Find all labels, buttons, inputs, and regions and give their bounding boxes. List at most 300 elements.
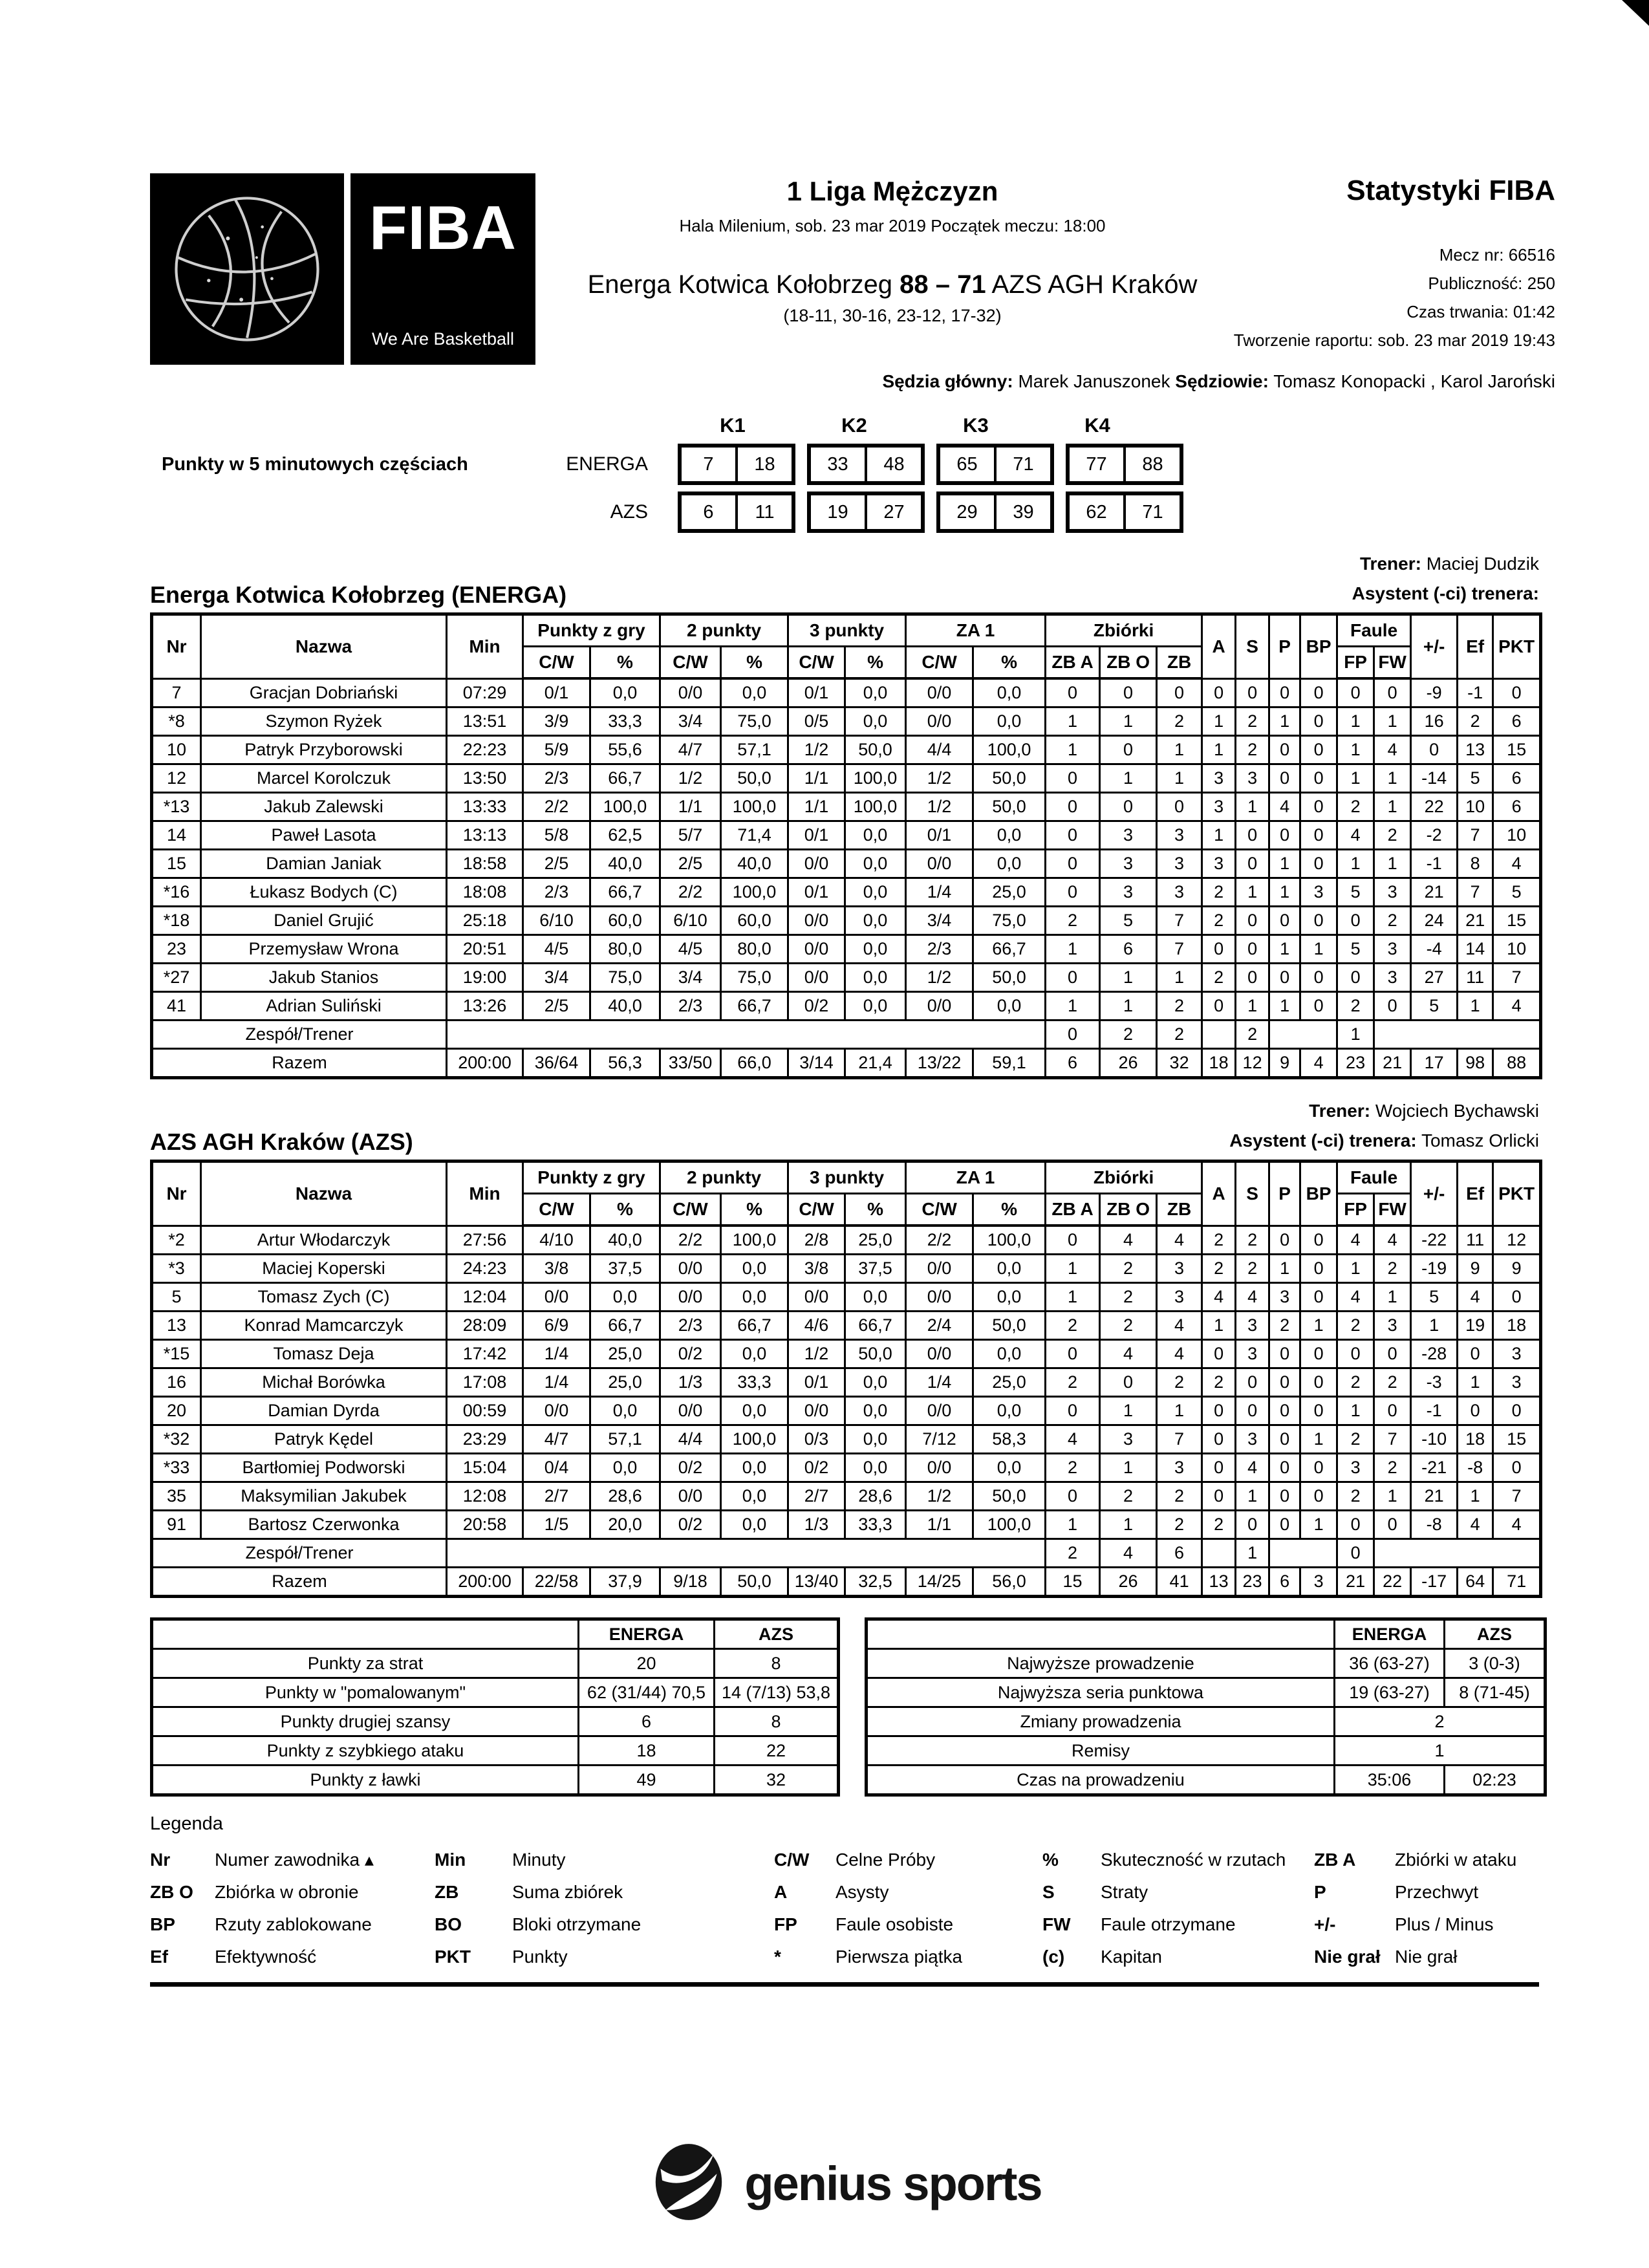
row-label: Zespół/Trener: [152, 1539, 447, 1568]
stat-value: 0: [1202, 1340, 1236, 1368]
summary-head-energa: ENERGA: [579, 1619, 715, 1649]
player-name: Szymon Ryżek: [201, 707, 447, 736]
group-field-goals: Punkty z gry: [523, 1161, 660, 1194]
stat-value: 0: [1046, 764, 1100, 793]
col-blocks: BP: [1300, 1161, 1337, 1226]
stat-value: 2: [1236, 707, 1269, 736]
stat-value: 4: [1493, 850, 1541, 878]
stat-value: 3: [1236, 764, 1269, 793]
stat-value: 0: [1300, 764, 1337, 793]
stat-value: 0: [1236, 1397, 1269, 1425]
stat-value: 2: [1100, 1283, 1157, 1312]
player-row: [152, 1312, 1541, 1340]
summary-value-energa: 35:06: [1335, 1766, 1445, 1795]
stat-value: 1: [1269, 850, 1300, 878]
stat-value: 20,0: [590, 1511, 660, 1539]
legend-abbr: PKT: [435, 1947, 471, 1967]
total-value: 4: [1300, 1049, 1337, 1078]
stat-value: 2/7: [788, 1482, 845, 1511]
legend-desc: Suma zbiórek: [512, 1882, 623, 1902]
stat-value: 0,0: [973, 1397, 1046, 1425]
player-name: Konrad Mamcarczyk: [201, 1312, 447, 1340]
summary-row: [152, 1766, 839, 1795]
stat-value: 28,6: [590, 1482, 660, 1511]
legend-column: [150, 1844, 435, 1973]
summary-value-energa: 62 (31/44) 70,5: [579, 1678, 715, 1707]
stat-value: 1/2: [906, 1482, 973, 1511]
stat-value: 0: [1269, 1511, 1300, 1539]
stat-value: 0: [1337, 1340, 1374, 1368]
stat-value: 0: [1100, 678, 1157, 707]
stat-value: 3: [1374, 935, 1411, 964]
total-value: 22/58: [523, 1568, 590, 1597]
player-name: Damian Dyrda: [201, 1397, 447, 1425]
total-value: 32,5: [845, 1568, 906, 1597]
stat-value: 1: [1374, 764, 1411, 793]
row-label: Zespół/Trener: [152, 1021, 447, 1049]
stat-value: 0/2: [788, 992, 845, 1021]
stat-value: 0,0: [845, 1454, 906, 1482]
minutes: 13:51: [447, 707, 523, 736]
player-name: Bartosz Czerwonka: [201, 1511, 447, 1539]
stat-value: 1: [1100, 764, 1157, 793]
stat-value: 2: [1157, 707, 1202, 736]
referees-label: Sędziowie:: [1175, 371, 1269, 391]
total-value: 15: [1046, 1568, 1100, 1597]
stat-value: 0/0: [906, 1454, 973, 1482]
stat-value: 1: [1236, 793, 1269, 821]
stat-value: 0: [1157, 793, 1202, 821]
stat-value: 4: [1202, 1283, 1236, 1312]
summary-label: Punkty drugiej szansy: [152, 1707, 579, 1736]
stat-value: 3: [1157, 1255, 1202, 1283]
stat-value: 0: [1269, 821, 1300, 850]
stat-value: 3: [1300, 878, 1337, 907]
stat-value: 1: [1046, 736, 1100, 764]
stat-value: 58,3: [973, 1425, 1046, 1454]
total-value: 88: [1493, 1049, 1541, 1078]
col-fouls-personal: FP: [1337, 647, 1374, 679]
stat-value: 0: [1269, 1226, 1300, 1255]
quarter-score-box: [1066, 444, 1183, 485]
stat-value: 10: [1458, 793, 1493, 821]
total-value: 21,4: [845, 1049, 906, 1078]
stat-value: 0/5: [788, 707, 845, 736]
stat-value: 66,7: [973, 935, 1046, 964]
summary-value-azs: 8: [715, 1649, 839, 1678]
coach-line: [1229, 1096, 1539, 1126]
stat-value: 0/0: [523, 1283, 590, 1312]
stat-value: 7/12: [906, 1425, 973, 1454]
legend-item: [435, 1844, 774, 1876]
col-steals: P: [1269, 1161, 1300, 1226]
stat-value: 0,0: [973, 992, 1046, 1021]
stat-value: 0: [1269, 964, 1300, 992]
col-cw: C/W: [660, 1194, 721, 1226]
summary-value-azs: 14 (7/13) 53,8: [715, 1678, 839, 1707]
stat-value: 3: [1100, 850, 1157, 878]
stat-value: 2: [1374, 1454, 1411, 1482]
stat-value: 2: [1157, 1368, 1202, 1397]
legend-desc: Zbiórka w obronie: [215, 1882, 359, 1902]
stat-value: 0,0: [845, 1283, 906, 1312]
stat-value: 11: [1458, 964, 1493, 992]
stat-value: 50,0: [845, 1340, 906, 1368]
minutes: 24:23: [447, 1255, 523, 1283]
summary-label: Punkty z ławki: [152, 1766, 579, 1795]
match-info-block: [1234, 241, 1555, 354]
stat-value: 1/4: [523, 1340, 590, 1368]
stat-value: 0: [1100, 793, 1157, 821]
stat-value: 0/0: [788, 935, 845, 964]
group-2pt: 2 punkty: [660, 1161, 788, 1194]
stat-value: 2/2: [660, 878, 721, 907]
stat-value: -8: [1458, 1454, 1493, 1482]
basketball-logo-icon: [150, 173, 344, 365]
stat-value: 4: [1157, 1226, 1202, 1255]
stat-value: 2: [1202, 878, 1236, 907]
stat-value: 4: [1337, 1283, 1374, 1312]
col-steals: P: [1269, 614, 1300, 679]
stat-value: 5/9: [523, 736, 590, 764]
stat-value: 0: [1269, 1340, 1300, 1368]
stat-value: 2/3: [523, 764, 590, 793]
stat-value: 1: [1337, 1255, 1374, 1283]
stat-value: 0/0: [906, 707, 973, 736]
period-label: K4: [1084, 414, 1110, 437]
stat-value: 25,0: [590, 1340, 660, 1368]
stat-value: 1: [1337, 764, 1374, 793]
report-created: [1234, 326, 1555, 354]
quarter-score-value: 48: [865, 448, 921, 481]
legend-desc: Straty: [1101, 1882, 1148, 1902]
total-value: 3: [1300, 1568, 1337, 1597]
summary-row: [152, 1707, 839, 1736]
stat-value: 0/0: [788, 1283, 845, 1312]
fiba-wordmark: [350, 173, 535, 365]
stat-value: 0,0: [721, 1340, 788, 1368]
stat-value: 1: [1046, 1255, 1100, 1283]
stat-value: 4: [1493, 992, 1541, 1021]
stat-value: 2/5: [523, 992, 590, 1021]
quarter-score-value: 77: [1086, 453, 1107, 475]
stat-value: 0,0: [721, 1397, 788, 1425]
totals-row: [152, 1568, 1541, 1597]
total-value: 200:00: [447, 1568, 523, 1597]
stat-value: 2/4: [906, 1312, 973, 1340]
minutes: 22:23: [447, 736, 523, 764]
col-nr: Nr: [152, 614, 201, 679]
stat-value: 3: [1337, 1454, 1374, 1482]
stat-value: 0: [1157, 678, 1202, 707]
stat-value: 4: [1269, 793, 1300, 821]
stat-value: 5: [1337, 878, 1374, 907]
col-plusminus: +/-: [1411, 1161, 1458, 1226]
empty-cell: [447, 1021, 1046, 1049]
stat-value: 0,0: [590, 1397, 660, 1425]
stat-value: 10: [1493, 821, 1541, 850]
stat-value: 0,0: [845, 935, 906, 964]
empty-head: [867, 1619, 1335, 1649]
period-label: K3: [963, 414, 989, 437]
col-assists: A: [1202, 614, 1236, 679]
stat-value: 3/8: [788, 1255, 845, 1283]
quarter-score-value: 71: [1123, 495, 1180, 529]
stat-value: 21: [1458, 907, 1493, 935]
away-team-name: AZS AGH Kraków: [991, 270, 1198, 299]
stat-value: 4/5: [523, 935, 590, 964]
total-value: 22: [1374, 1568, 1411, 1597]
stat-value: 1/5: [523, 1511, 590, 1539]
stat-value: 0/0: [660, 1397, 721, 1425]
col-cw: C/W: [660, 647, 721, 679]
stat-value: 1/4: [906, 878, 973, 907]
stat-value: 3: [1374, 1312, 1411, 1340]
minutes: 23:29: [447, 1425, 523, 1454]
fiba-word: FIBA: [369, 193, 517, 263]
stat-value: 0/2: [660, 1511, 721, 1539]
coach-block: [1352, 549, 1539, 609]
stat-value: 1: [1337, 707, 1374, 736]
stat-value: 5: [1458, 764, 1493, 793]
player-name: Maksymilian Jakubek: [201, 1482, 447, 1511]
stat-value: 0/0: [906, 1255, 973, 1283]
stat-value: 1: [1100, 1397, 1157, 1425]
stat-value: 2: [1157, 1021, 1202, 1049]
stat-value: 0: [1300, 1454, 1337, 1482]
legend-item: [435, 1876, 774, 1908]
attendance-value: 250: [1527, 274, 1555, 293]
total-value: 17: [1411, 1049, 1458, 1078]
stat-value: 50,0: [721, 764, 788, 793]
stat-value: 0/0: [906, 1340, 973, 1368]
stat-value: 0,0: [590, 678, 660, 707]
stat-value: 25,0: [845, 1226, 906, 1255]
stat-value: 0: [1236, 850, 1269, 878]
stat-value: 1: [1411, 1312, 1458, 1340]
stat-value: -1: [1458, 678, 1493, 707]
player-name: Patryk Kędel: [201, 1425, 447, 1454]
col-plusminus: +/-: [1411, 614, 1458, 679]
col-cw: C/W: [906, 1194, 973, 1226]
stat-value: 6/10: [660, 907, 721, 935]
legend-item: [1314, 1844, 1534, 1876]
stat-value: -14: [1411, 764, 1458, 793]
total-value: 26: [1100, 1568, 1157, 1597]
stat-value: -19: [1411, 1255, 1458, 1283]
minutes: 25:18: [447, 907, 523, 935]
stat-value: 1: [1202, 1312, 1236, 1340]
stat-value: 2: [1100, 1255, 1157, 1283]
stat-value: 1: [1236, 1539, 1269, 1568]
player-row: [152, 1511, 1541, 1539]
stat-value: 1/2: [906, 764, 973, 793]
stat-value: -21: [1411, 1454, 1458, 1482]
col-cw: C/W: [788, 1194, 845, 1226]
player-name: Marcel Korolczuk: [201, 764, 447, 793]
team-title: Energa Kotwica Kołobrzeg (ENERGA): [150, 581, 567, 608]
stat-value: 0/2: [788, 1454, 845, 1482]
legend-abbr: Nie grał: [1314, 1947, 1381, 1967]
legend-title: Legenda: [150, 1813, 223, 1834]
stat-value: 0: [1458, 1340, 1493, 1368]
stat-value: 0: [1337, 964, 1374, 992]
stat-value: 0: [1202, 992, 1236, 1021]
group-2pt: 2 punkty: [660, 614, 788, 647]
stat-value: 66,7: [590, 764, 660, 793]
stat-value: 0: [1374, 678, 1411, 707]
player-row: [152, 907, 1541, 935]
stat-value: 1/2: [788, 736, 845, 764]
group-field-goals: Punkty z gry: [523, 614, 660, 647]
stat-value: 1/1: [788, 764, 845, 793]
stat-value: 9: [1493, 1255, 1541, 1283]
stat-value: 15: [1493, 736, 1541, 764]
legend-desc: Asysty: [835, 1882, 889, 1902]
stat-value: 0/0: [906, 1397, 973, 1425]
legend-item: [150, 1941, 435, 1973]
player-number: 13: [152, 1312, 201, 1340]
summary-table-points: [150, 1617, 840, 1797]
stat-value: 0: [1300, 1283, 1337, 1312]
head-referee-label: Sędzia główny:: [882, 371, 1013, 391]
stat-value: 0: [1046, 1021, 1100, 1049]
player-number: 5: [152, 1283, 201, 1312]
stat-value: 0: [1269, 678, 1300, 707]
summary-label: Punkty z szybkiego ataku: [152, 1736, 579, 1766]
stat-value: 3: [1269, 1283, 1300, 1312]
col-name: Nazwa: [201, 1161, 447, 1226]
summary-table-leads: [865, 1617, 1547, 1797]
stat-value: 0/2: [660, 1454, 721, 1482]
stat-value: 0: [1100, 1368, 1157, 1397]
footer-brand: [150, 2141, 1539, 2227]
stat-value: 1/2: [906, 793, 973, 821]
legend-desc: Plus / Minus: [1395, 1914, 1494, 1934]
col-blocks: BP: [1300, 614, 1337, 679]
stat-value: 3: [1157, 850, 1202, 878]
stat-value: 0: [1300, 707, 1337, 736]
stat-value: 0/0: [906, 992, 973, 1021]
total-value: 6: [1046, 1049, 1100, 1078]
stat-value: 57,1: [721, 736, 788, 764]
player-number: *8: [152, 707, 201, 736]
quarter-score-value: 33: [827, 453, 848, 475]
stat-value: 0: [1269, 1397, 1300, 1425]
player-row: [152, 850, 1541, 878]
stat-value: 100,0: [973, 736, 1046, 764]
stat-value: 0/1: [788, 1368, 845, 1397]
row-label: Razem: [152, 1568, 447, 1597]
stat-value: 13: [1458, 736, 1493, 764]
summary-row: [867, 1766, 1546, 1795]
stat-value: 1: [1157, 736, 1202, 764]
stat-value: 0,0: [973, 1255, 1046, 1283]
stat-value: 7: [1374, 1425, 1411, 1454]
col-min: Min: [447, 614, 523, 679]
summary-value-energa: 18: [579, 1736, 715, 1766]
stat-value: 66,7: [845, 1312, 906, 1340]
stat-value: 66,7: [721, 1312, 788, 1340]
stat-value: 0: [1269, 1368, 1300, 1397]
player-number: 23: [152, 935, 201, 964]
minutes: 18:58: [447, 850, 523, 878]
minutes: 28:09: [447, 1312, 523, 1340]
player-name: Adrian Suliński: [201, 992, 447, 1021]
legend-abbr: A: [774, 1882, 788, 1902]
stat-value: 3: [1157, 1454, 1202, 1482]
stat-value: 0/0: [788, 907, 845, 935]
stat-value: 0: [1300, 736, 1337, 764]
quarter-score-value: 6: [703, 501, 714, 523]
stat-value: 1: [1269, 935, 1300, 964]
stat-value: 2: [1202, 1511, 1236, 1539]
stat-value: 0/1: [788, 678, 845, 707]
col-efficiency: Ef: [1458, 614, 1493, 679]
stat-value: 1: [1046, 707, 1100, 736]
stat-value: 33,3: [845, 1511, 906, 1539]
total-value: 21: [1374, 1049, 1411, 1078]
stats-table-azs: [150, 1160, 1542, 1598]
player-row: [152, 1454, 1541, 1482]
col-fouls-drawn: FW: [1374, 647, 1411, 679]
player-row: [152, 678, 1541, 707]
player-row: [152, 1397, 1541, 1425]
minutes: 00:59: [447, 1397, 523, 1425]
player-row: [152, 1425, 1541, 1454]
stat-value: 4/5: [660, 935, 721, 964]
stat-value: 7: [1458, 878, 1493, 907]
player-name: Gracjan Dobriański: [201, 678, 447, 707]
stat-value: 25,0: [590, 1368, 660, 1397]
player-number: 35: [152, 1482, 201, 1511]
stat-value: 4: [1374, 736, 1411, 764]
player-row: [152, 964, 1541, 992]
total-value: 12: [1236, 1049, 1269, 1078]
stat-value: 2: [1374, 821, 1411, 850]
legend-item: [1314, 1876, 1534, 1908]
stat-value: 1/2: [660, 764, 721, 793]
col-points: PKT: [1493, 614, 1541, 679]
stat-value: 0: [1300, 907, 1337, 935]
total-value: 98: [1458, 1049, 1493, 1078]
player-number: 15: [152, 850, 201, 878]
summary-row: [867, 1707, 1546, 1736]
stat-value: 7: [1493, 964, 1541, 992]
summary-value-shared: 1: [1335, 1736, 1546, 1766]
col-min: Min: [447, 1161, 523, 1226]
stat-value: 0: [1046, 793, 1100, 821]
stat-value: 2/3: [523, 878, 590, 907]
player-name: Artur Włodarczyk: [201, 1226, 447, 1255]
stat-value: 50,0: [973, 793, 1046, 821]
stat-value: 2: [1337, 1312, 1374, 1340]
stat-value: 1: [1236, 878, 1269, 907]
quarter-score-box: [1066, 491, 1183, 533]
stat-value: 24: [1411, 907, 1458, 935]
stat-value: 100,0: [721, 1425, 788, 1454]
team-code: ENERGA: [566, 453, 648, 475]
player-name: Daniel Grujić: [201, 907, 447, 935]
stat-value: 0: [1458, 1397, 1493, 1425]
quarter-score-box: [936, 444, 1054, 485]
col-reb-total: ZB: [1157, 647, 1202, 679]
stat-value: 3: [1236, 1425, 1269, 1454]
col-pct: %: [973, 1194, 1046, 1226]
total-value: 3/14: [788, 1049, 845, 1078]
stat-value: -28: [1411, 1340, 1458, 1368]
stat-value: 75,0: [973, 907, 1046, 935]
